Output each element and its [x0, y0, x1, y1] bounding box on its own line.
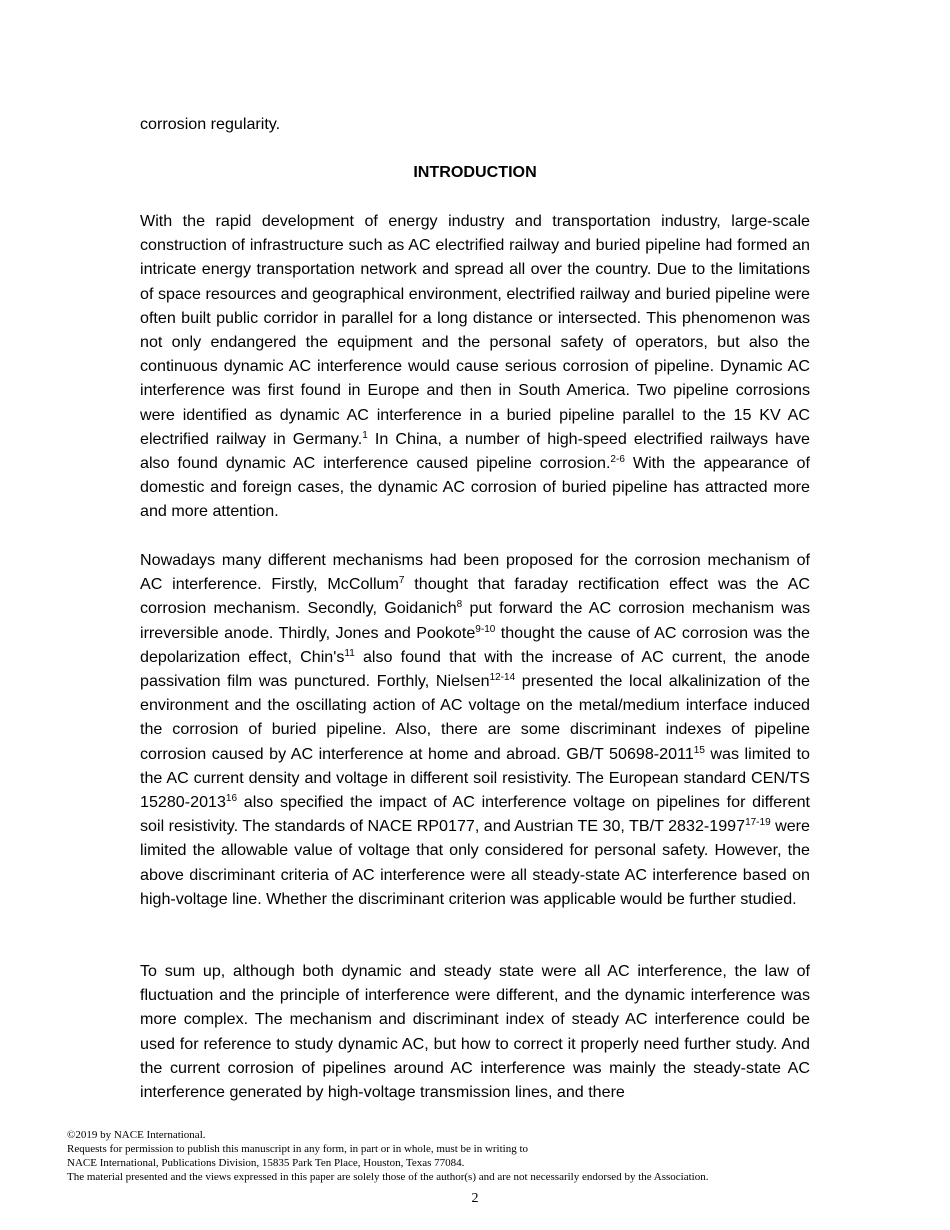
citation-ref: 2-6 [610, 454, 625, 466]
text-run: was limited to the AC current density and voltage in different soil resistivity. The European standard CEN/TS 15280-2013 [140, 744, 810, 812]
citation-ref: 7 [398, 575, 405, 587]
permission-notice: Requests for permission to publish this manuscript in any form, in part or in whole, must be in writing to [67, 1143, 529, 1155]
intro-paragraph-3 [140, 959, 810, 1104]
text-run: To sum up, although both dynamic and steady state were all AC interference, the law of fluctuation and the principle of interference were different, and the dynamic interference was more complex. The mechanism and discriminant index of steady AC interference could be used for reference to study dynamic AC, but how to correct it properly need further study. And the current corrosion of pipelines around AC interference was mainly the steady-state AC interference generated by high-voltage transmission lines, and there [140, 962, 810, 1102]
page-footer [67, 1128, 887, 1184]
disclaimer-notice: The material presented and the views expressed in this paper are solely those of the author(s) and are not necessarily endorsed by the Association. [67, 1171, 709, 1183]
publisher-address: NACE International, Publications Division, 15835 Park Ten Place, Houston, Texas 77084. [67, 1157, 465, 1169]
citation-ref: 11 [344, 647, 355, 659]
continued-text: corrosion regularity. [140, 115, 281, 133]
text-run: presented the local alkalinization of the environment and the oscillating action of AC voltage on the metal/medium interface induced the corrosion of buried pipeline. Also, there are some discriminant indexes of pipeline corrosion caused by AC interference at home and abroad. GB/T 50698-2011 [140, 672, 810, 763]
text-run: With the rapid development of energy industry and transportation industry, large-scale construction of infrastructure such as AC electrified railway and buried pipeline had formed an intricate energy transportation network and spread all over the country. Due to the limitations of space resources and geographical environment, electrified railway and buried pipeline were often built public corridor in parallel for a long distance or intersected. This phenomenon was not only endangered the equipment and the personal safety of operators, but also the continuous dynamic AC interference would cause serious corrosion of pipeline. Dynamic AC interference was first found in Europe and then in South America. Two pipeline corrosions were identified as dynamic AC interference in a buried pipeline parallel to the 15 KV AC electrified railway in Germany. [140, 212, 810, 448]
text-run: also found that with the increase of AC current, the anode passivation film was punctured. Forthly, Nielsen [140, 647, 810, 691]
text-run: put forward the AC corrosion mechanism was irreversible anode. Thirdly, Jones and Pookote [140, 599, 810, 642]
text-run: With the appearance of domestic and foreign cases, the dynamic AC corrosion of buried pipeline has attracted more and more attention. [140, 454, 810, 521]
text-run: also specified the impact of AC interference voltage on pipelines for different soil resistivity. The standards of NACE RP0177, and Austrian TE 30, TB/T 2832-1997 [140, 793, 810, 836]
citation-ref: 8 [456, 599, 463, 611]
text-run: Nowadays many different mechanisms had been proposed for the corrosion mechanism of AC interference. Firstly, McCollum [140, 551, 810, 594]
section-heading: INTRODUCTION [413, 163, 537, 181]
intro-paragraph-2 [140, 548, 810, 911]
citation-ref: 17-19 [745, 817, 771, 829]
citation-ref: 16 [225, 793, 238, 805]
page-number: 2 [471, 1191, 479, 1206]
text-run: In China, a number of high-speed electrified railways have also found dynamic AC interference caused pipeline corrosion. [140, 429, 811, 473]
citation-ref: 15 [693, 744, 705, 756]
intro-paragraph-1 [140, 209, 810, 524]
text-run: were limited the allowable value of voltage that only considered for personal safety. However, the above discriminant criteria of AC interference were all steady-state AC interference based on high-voltage line. Whether the discriminant criterion was applicable would be further studied. [140, 817, 810, 908]
citation-ref: 9-10 [475, 623, 496, 635]
citation-ref: 12-14 [489, 672, 516, 684]
citation-ref: 1 [362, 429, 368, 441]
copyright-notice: ©2019 by NACE International. [67, 1129, 206, 1141]
text-run: thought that faraday rectification effect was the AC corrosion mechanism. Secondly, Goidanich [140, 575, 810, 618]
text-run: thought the cause of AC corrosion was the depolarization effect, Chin's [140, 623, 810, 666]
